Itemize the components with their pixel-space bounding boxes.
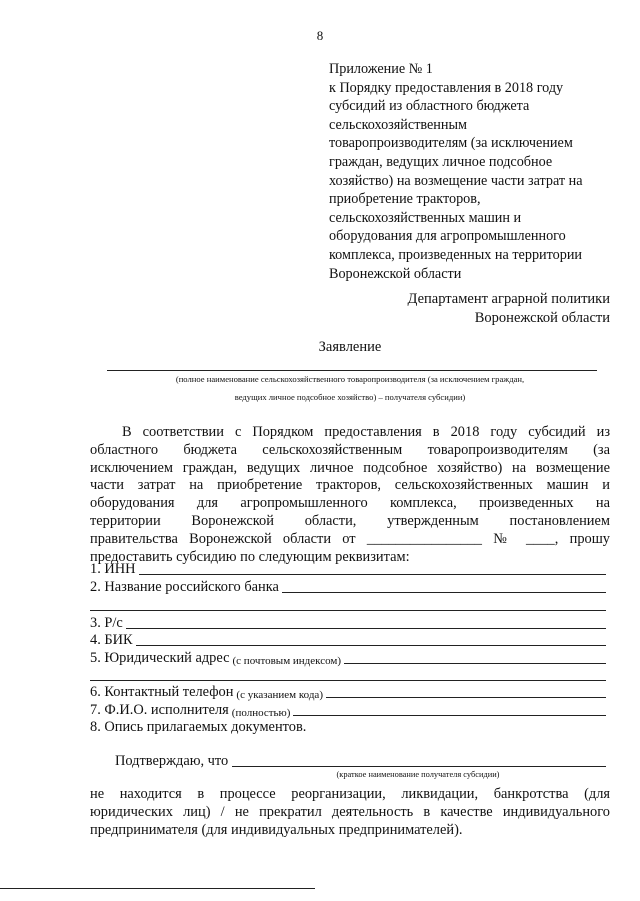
appendix-line: приобретение тракторов, [329, 191, 481, 208]
account-input-line[interactable] [126, 627, 606, 629]
bank-field [90, 578, 606, 596]
applicant-caption-line: ведущих личное подсобное хозяйство) – получателя субсидии) [234, 392, 466, 402]
paragraph-line: предпринимателя (для индивидуальных предпринимателей). [90, 821, 463, 838]
account-label: 3. Р/с [90, 615, 123, 631]
appendix-line: товаропроизводителям (за исключением [329, 135, 573, 152]
paragraph-line: не находится в процессе реорганизации, ликвидации, банкротства (для [90, 786, 610, 802]
appendix-line: граждан, ведущих личное подсобное [329, 153, 553, 170]
paragraph-line: юридических лиц) / не прекратил деятельность в качестве индивидуального [90, 803, 610, 820]
applicant-name-line[interactable] [107, 370, 597, 371]
executor-input-line[interactable] [293, 714, 606, 716]
address-field [90, 649, 606, 667]
confirm-line [90, 752, 606, 770]
appendix-line: к Порядку предоставления в 2018 году [329, 79, 564, 96]
paragraph-line: областного бюджета сельскохозяйственным товаропроизводителям (за [90, 441, 610, 458]
address-label: 5. Юридический адрес [90, 650, 230, 666]
paragraph-line: В соответствии с Порядком предоставления в 2018 году субсидий из [122, 424, 610, 440]
paragraph-line: территории Воронежской области, утвержденным постановлением [90, 512, 610, 529]
phone-field [90, 683, 606, 701]
appendix-line: оборудования для агропромышленного [329, 228, 566, 245]
address-input-line[interactable] [344, 662, 606, 664]
bik-label: 4. БИК [90, 632, 133, 648]
appendix-line: комплекса, произведенных на территории [329, 246, 583, 263]
addressee-line: Департамент аграрной политики [407, 291, 610, 307]
document-title: Заявление [318, 339, 382, 355]
paragraph-line: предоставить субсидию по следующим реквизитам: [90, 548, 410, 565]
phone-note: (с указанием кода) [236, 689, 323, 701]
appendix-line: Воронежской области [329, 265, 462, 282]
appendix-line: сельскохозяйственных машин и [329, 209, 522, 226]
paragraph-line: исключением граждан, ведущих личное подсобное хозяйство) на возмещение [90, 459, 610, 476]
appendix-header [329, 60, 619, 283]
bik-field [90, 631, 606, 649]
confirm-label: Подтверждаю, что [115, 753, 229, 769]
bank-input-line[interactable] [282, 591, 606, 593]
inn-field [90, 560, 606, 578]
appendix-line: субсидий из областного бюджета [329, 98, 530, 115]
bik-input-line[interactable] [136, 644, 606, 646]
request-paragraph [90, 424, 610, 566]
inn-label: 1. ИНН [90, 561, 136, 577]
docs-label: 8. Опись прилагаемых документов. [90, 719, 307, 735]
paragraph-line: правительства Воронежской области от ________________ № ____, прошу [90, 530, 610, 547]
bank-input-line-2[interactable] [90, 610, 606, 611]
docs-item [90, 718, 606, 736]
addressee-line: Воронежской области [474, 310, 610, 326]
account-field [90, 614, 606, 632]
phone-input-line[interactable] [326, 696, 606, 698]
applicant-caption-line: (полное наименование сельскохозяйственного товаропроизводителя (за исключением граждан, [175, 374, 525, 384]
address-note: (с почтовым индексом) [232, 655, 342, 667]
executor-note: (полностью) [231, 707, 291, 719]
phone-label: 6. Контактный телефон [90, 684, 234, 700]
addressee [408, 290, 610, 328]
bank-label: 2. Название российского банка [90, 579, 279, 595]
appendix-line: Приложение № 1 [329, 61, 433, 77]
confirm-caption: (краткое наименование получателя субсидии) [336, 770, 500, 779]
paragraph-line: оборудования для агропромышленного комплекса, произведенных на [90, 495, 610, 512]
executor-label: 7. Ф.И.О. исполнителя [90, 702, 229, 718]
appendix-line: хозяйство) на возмещение части затрат на [329, 172, 583, 189]
closing-paragraph [90, 786, 610, 839]
address-input-line-2[interactable] [90, 680, 606, 681]
paragraph-line: части затрат на приобретение тракторов, сельскохозяйственных машин и [90, 477, 610, 494]
recipient-short-name-input-line[interactable] [232, 765, 606, 767]
footnote-divider [0, 888, 315, 889]
page-number: 8 [316, 28, 324, 43]
appendix-line: сельскохозяйственным [329, 116, 468, 133]
inn-input-line[interactable] [139, 573, 606, 575]
executor-field [90, 701, 606, 719]
